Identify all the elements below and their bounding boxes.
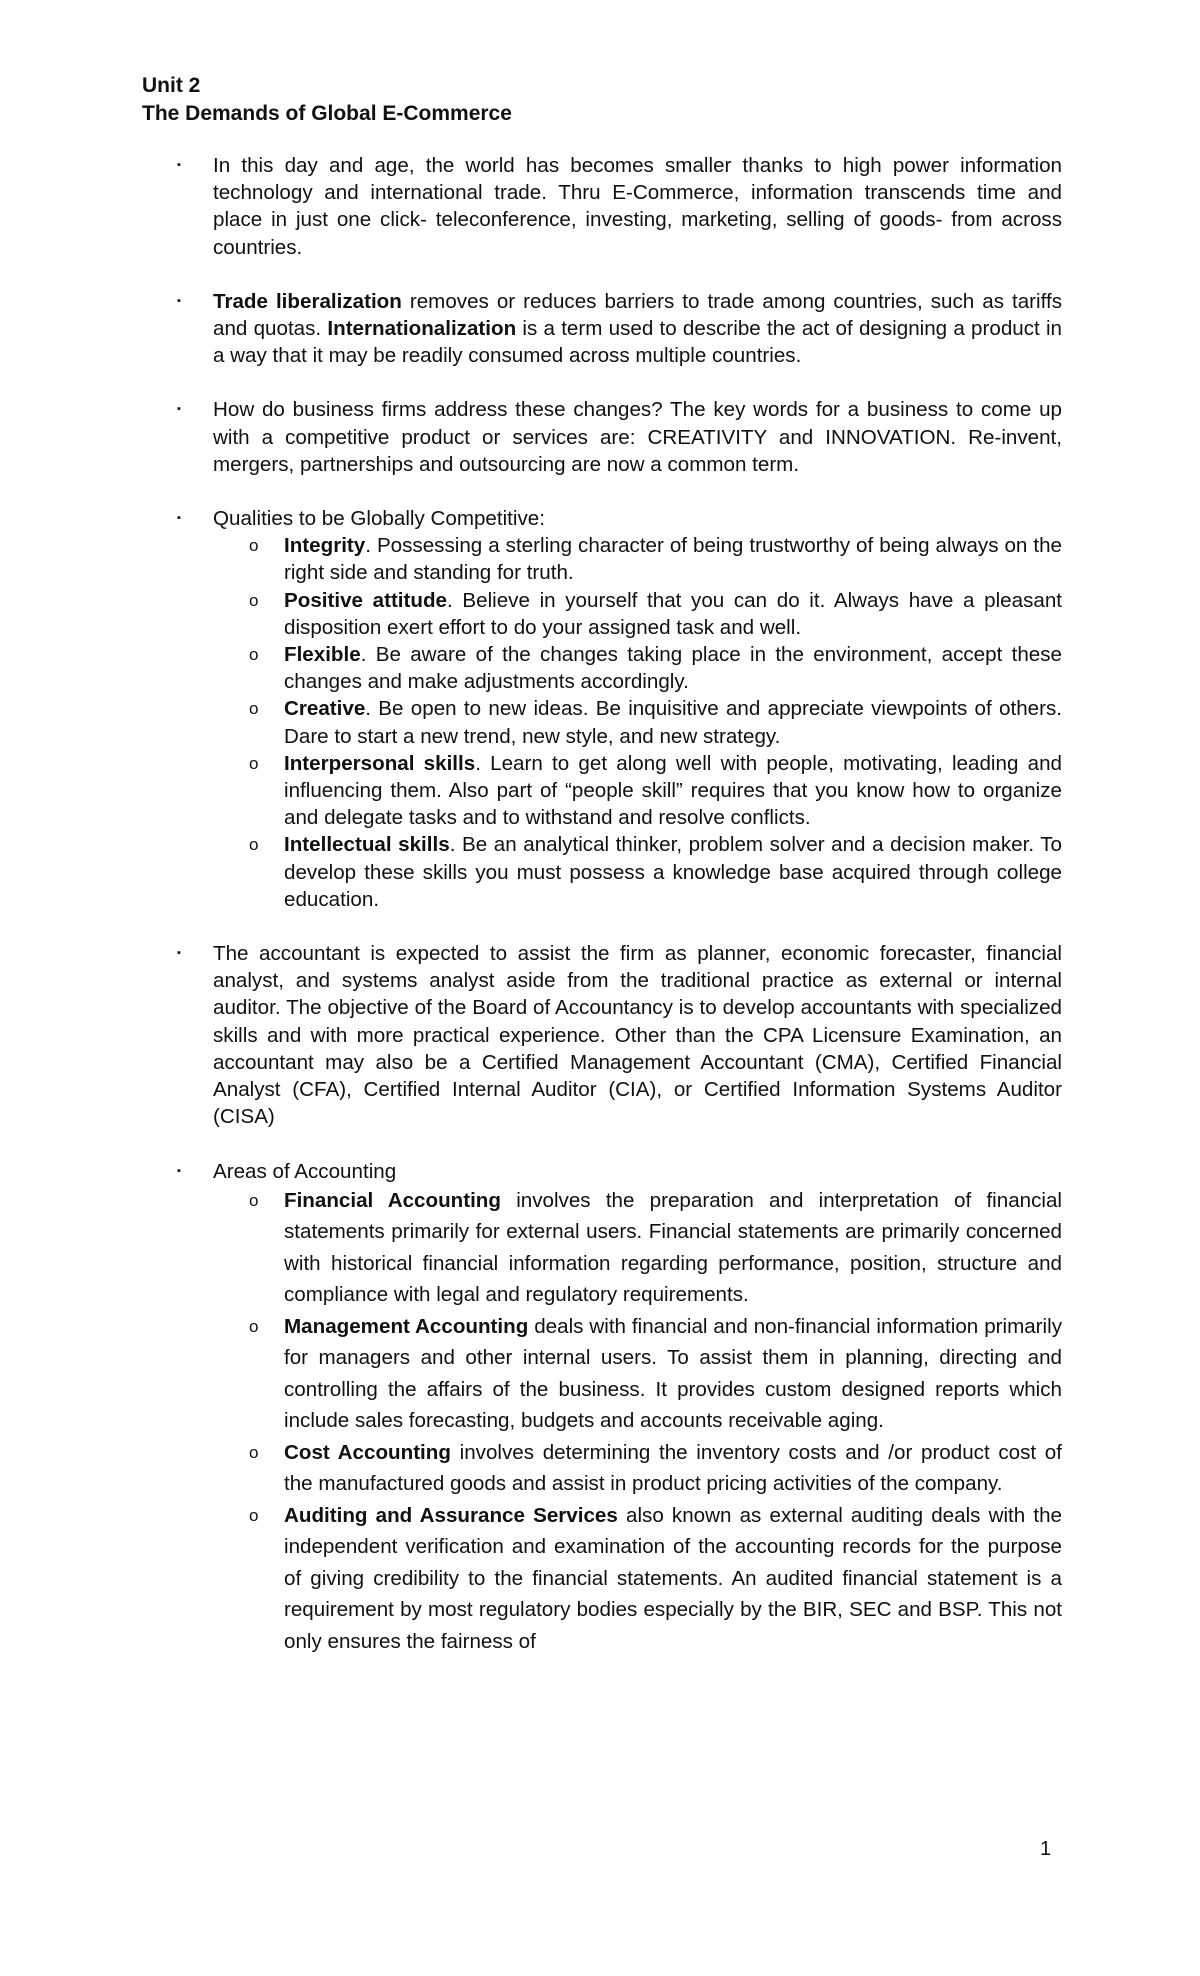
- bold-term: Financial Accounting: [284, 1188, 501, 1212]
- list-item: [142, 750, 1062, 832]
- list-item: [142, 587, 1062, 641]
- bold-term: Internationalization: [327, 317, 517, 341]
- page-number: 1: [1040, 1838, 1052, 1860]
- sub-marker: o: [249, 753, 259, 773]
- sub-marker: o: [249, 1190, 259, 1210]
- bullet-paragraph: [142, 396, 1062, 478]
- bullet-marker: ▪: [177, 159, 181, 171]
- bullet-text: is a term used to describe the act of designing a product in a way that it may be readily consumed across multiple countries.: [213, 317, 1063, 368]
- document-body: [142, 152, 1062, 1657]
- sub-marker: o: [249, 645, 259, 665]
- bold-term: Trade liberalization: [213, 289, 402, 313]
- bullet-marker: ▪: [177, 403, 181, 416]
- bullet-paragraph: [142, 288, 1062, 370]
- bold-term: Integrity: [284, 534, 366, 558]
- bullet-paragraph: [142, 505, 1062, 913]
- list-item: [142, 641, 1062, 695]
- sub-marker: o: [249, 835, 259, 855]
- bold-term: Auditing and Assurance Services: [284, 1503, 618, 1527]
- item-text: . Learn to get along well with people, motivating, leading and influencing them. Also part of “people skill” requires that you know how to organize and delegate tasks and to withstand and resolve conflicts.: [284, 751, 1062, 830]
- list-item: [142, 1311, 1062, 1437]
- bullet-paragraph: [142, 1158, 1062, 1658]
- bullet-marker: ▪: [177, 947, 181, 960]
- page-title: The Demands of Global E-Commerce: [142, 102, 512, 125]
- item-text: . Believe in yourself that you can do it. Always have a pleasant disposition exert effort to do your assigned task and well.: [284, 588, 1062, 639]
- bold-term: Creative: [284, 697, 366, 721]
- bullet-text: In this day and age, the world has becomes smaller thanks to high power information technology and international trade. Thru E-Commerce, information transcends time and place in just one click- teleconference, investing, marketing, selling of goods- from across countries.: [213, 154, 1062, 259]
- bullet-text: Qualities to be Globally Competitive:: [213, 507, 545, 531]
- bold-term: Flexible: [284, 643, 361, 667]
- bold-term: Management Accounting: [284, 1314, 529, 1338]
- bullet-marker: ▪: [177, 294, 181, 307]
- bullet-marker: ▪: [177, 512, 181, 525]
- list-item: [142, 1437, 1062, 1500]
- list-item: [142, 1500, 1062, 1658]
- bullet-paragraph: [142, 152, 1062, 261]
- sub-marker: o: [249, 1505, 259, 1525]
- list-item: [142, 1185, 1062, 1311]
- bold-term: Cost Accounting: [284, 1440, 451, 1464]
- bold-term: Interpersonal skills: [284, 751, 476, 775]
- list-item: [142, 532, 1062, 586]
- sub-marker: o: [249, 590, 259, 610]
- bullet-text: removes or reduces barriers to trade among countries, such as tariffs and quotas.: [213, 289, 1062, 341]
- header: [142, 72, 512, 128]
- sub-marker: o: [249, 1442, 259, 1462]
- sub-marker: o: [249, 699, 259, 719]
- bullet-text: Areas of Accounting: [213, 1159, 397, 1183]
- sub-list: [213, 1185, 1062, 1658]
- item-text: . Be an analytical thinker, problem solver and a decision maker. To develop these skills you must possess a knowledge base acquired through college education.: [284, 833, 1063, 911]
- sub-list: [213, 532, 1062, 913]
- sub-marker: o: [249, 1316, 259, 1336]
- item-text: . Be open to new ideas. Be inquisitive and appreciate viewpoints of others. Dare to start a new trend, new style, and new strategy.: [284, 697, 1062, 748]
- sub-marker: o: [249, 536, 259, 556]
- bullet-paragraph: [142, 940, 1062, 1130]
- item-text: deals with financial and non-financial information primarily for managers and other internal users. To assist them in planning, directing and controlling the affairs of the business. It provides custom designed reports which include sales forecasting, budgets and accounts receivable aging.: [284, 1314, 1062, 1432]
- bold-term: Positive attitude: [284, 588, 447, 612]
- list-item: [142, 831, 1062, 913]
- bullet-marker: ▪: [177, 1164, 181, 1177]
- bullet-text: The accountant is expected to assist the firm as planner, economic forecaster, financial analyst, and systems analyst aside from the traditional practice as external or internal auditor. The objective of the Board of Accountancy is to develop accountants with specialized skills and with more practical experience. Other than the CPA Licensure Examination, an accountant may also be a Certified Management Accountant (CMA), Certified Financial Analyst (CFA), Certified Internal Auditor (CIA), or Certified Information Systems Auditor (CISA): [213, 942, 1062, 1129]
- item-text: involves determining the inventory costs and /or product cost of the manufactured goods and assist in product pricing activities of the company.: [284, 1440, 1062, 1495]
- bold-term: Intellectual skills: [284, 833, 450, 857]
- bullet-text: How do business firms address these changes? The key words for a business to come up with a competitive product or services are: CREATIVITY and INNOVATION. Re-invent, mergers, partnerships and outsourcing are now a common term.: [213, 398, 1062, 476]
- item-text: also known as external auditing deals with the independent verification and examination of the accounting records for the purpose of giving credibility to the financial statements. An audited financial statement is a requirement by most regulatory bodies especially by the BIR, SEC and BSP. This not only ensures the fairness of: [284, 1503, 1062, 1653]
- item-text: . Possessing a sterling character of being trustworthy of being always on the right side and standing for truth.: [284, 534, 1062, 585]
- item-text: . Be aware of the changes taking place in the environment, accept these changes and make adjustments accordingly.: [284, 643, 1062, 694]
- list-item: [142, 695, 1062, 749]
- unit-label: Unit 2: [142, 74, 201, 97]
- item-text: involves the preparation and interpretation of financial statements primarily for external users. Financial statements are primarily concerned with historical financial information regarding performance, position, structure and compliance with legal and regulatory requirements.: [284, 1188, 1063, 1306]
